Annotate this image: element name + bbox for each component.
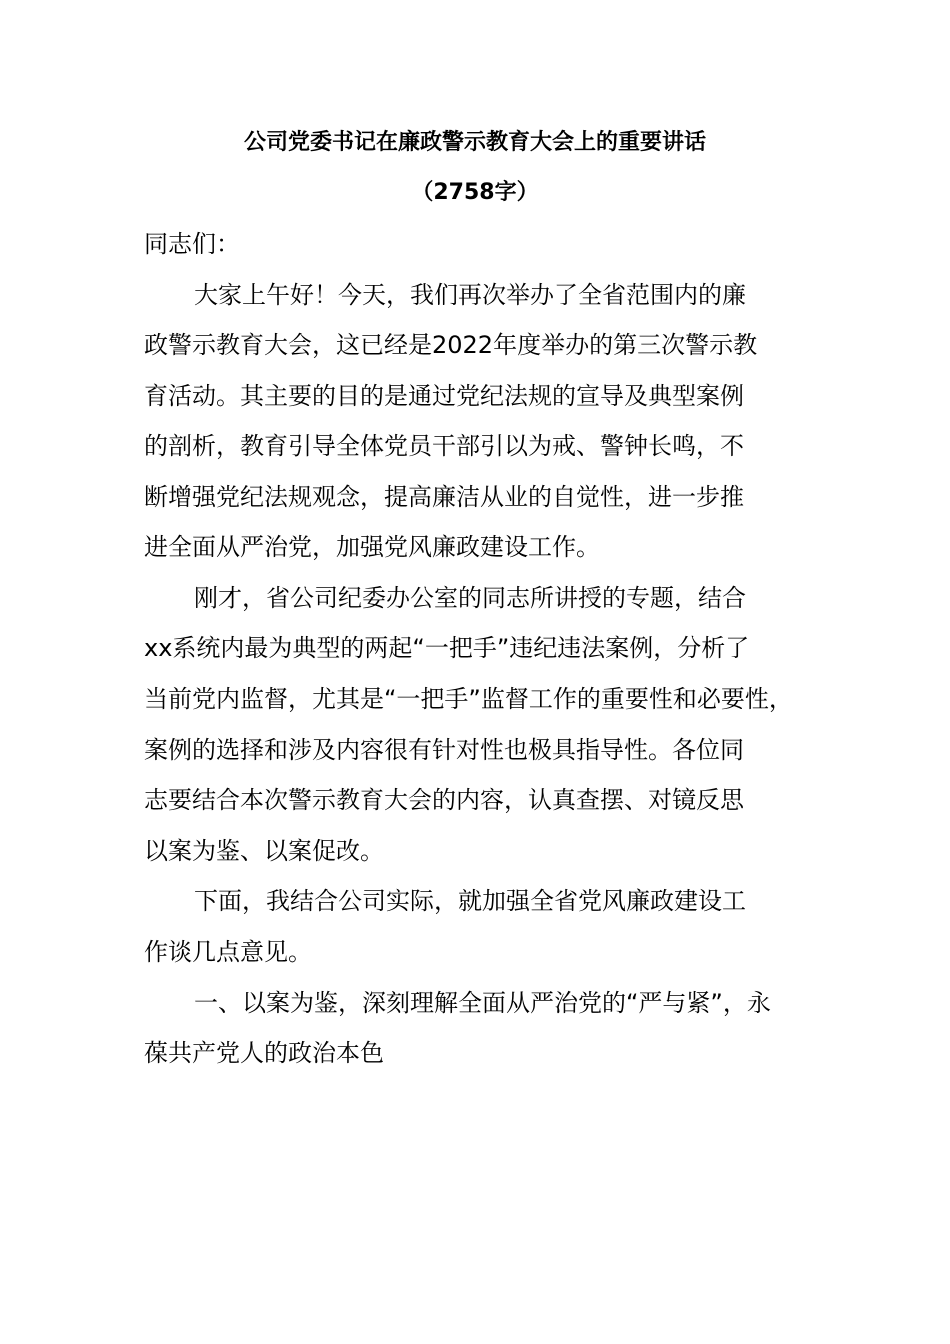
salutation: 同志们： <box>144 230 240 258</box>
paragraph-line: xx系统内最为典型的两起“一把手”违纪违法案例，分析了 <box>144 634 750 662</box>
paragraph-line: 育活动。其主要的目的是通过党纪法规的宣导及典型案例 <box>144 382 744 410</box>
paragraph-line: 政警示教育大会，这已经是2022年度举办的第三次警示教 <box>144 331 758 359</box>
paragraph-line: 的剖析，教育引导全体党员干部引以为戒、警钟长鸣，不 <box>144 432 744 460</box>
paragraph-line: 作谈几点意见。 <box>144 938 312 966</box>
section-heading-line: 一、以案为鉴，深刻理解全面从严治党的“严与紧”，永 <box>194 989 771 1017</box>
paragraph-line: 以案为鉴、以案促改。 <box>144 837 384 865</box>
paragraph-line: 大家上午好！今天，我们再次举办了全省范围内的廉 <box>194 281 746 309</box>
paragraph-line: 当前党内监督，尤其是“一把手”监督工作的重要性和必要性， <box>144 685 793 713</box>
paragraph-line: 断增强党纪法规观念，提高廉洁从业的自觉性，进一步推 <box>144 483 744 511</box>
paragraph-line: 刚才，省公司纪委办公室的同志所讲授的专题，结合 <box>194 584 746 612</box>
paragraph-line: 进全面从严治党，加强党风廉政建设工作。 <box>144 533 600 561</box>
section-heading-line: 葆共产党人的政治本色 <box>144 1039 384 1067</box>
document-subtitle: （2758字） <box>411 180 539 205</box>
paragraph-line: 志要结合本次警示教育大会的内容，认真查摆、对镜反思 <box>144 786 744 814</box>
paragraph-line: 下面，我结合公司实际，就加强全省党风廉政建设工 <box>194 887 746 915</box>
paragraph-line: 案例的选择和涉及内容很有针对性也极具指导性。各位同 <box>144 736 744 764</box>
document-title: 公司党委书记在廉政警示教育大会上的重要讲话 <box>243 130 706 155</box>
